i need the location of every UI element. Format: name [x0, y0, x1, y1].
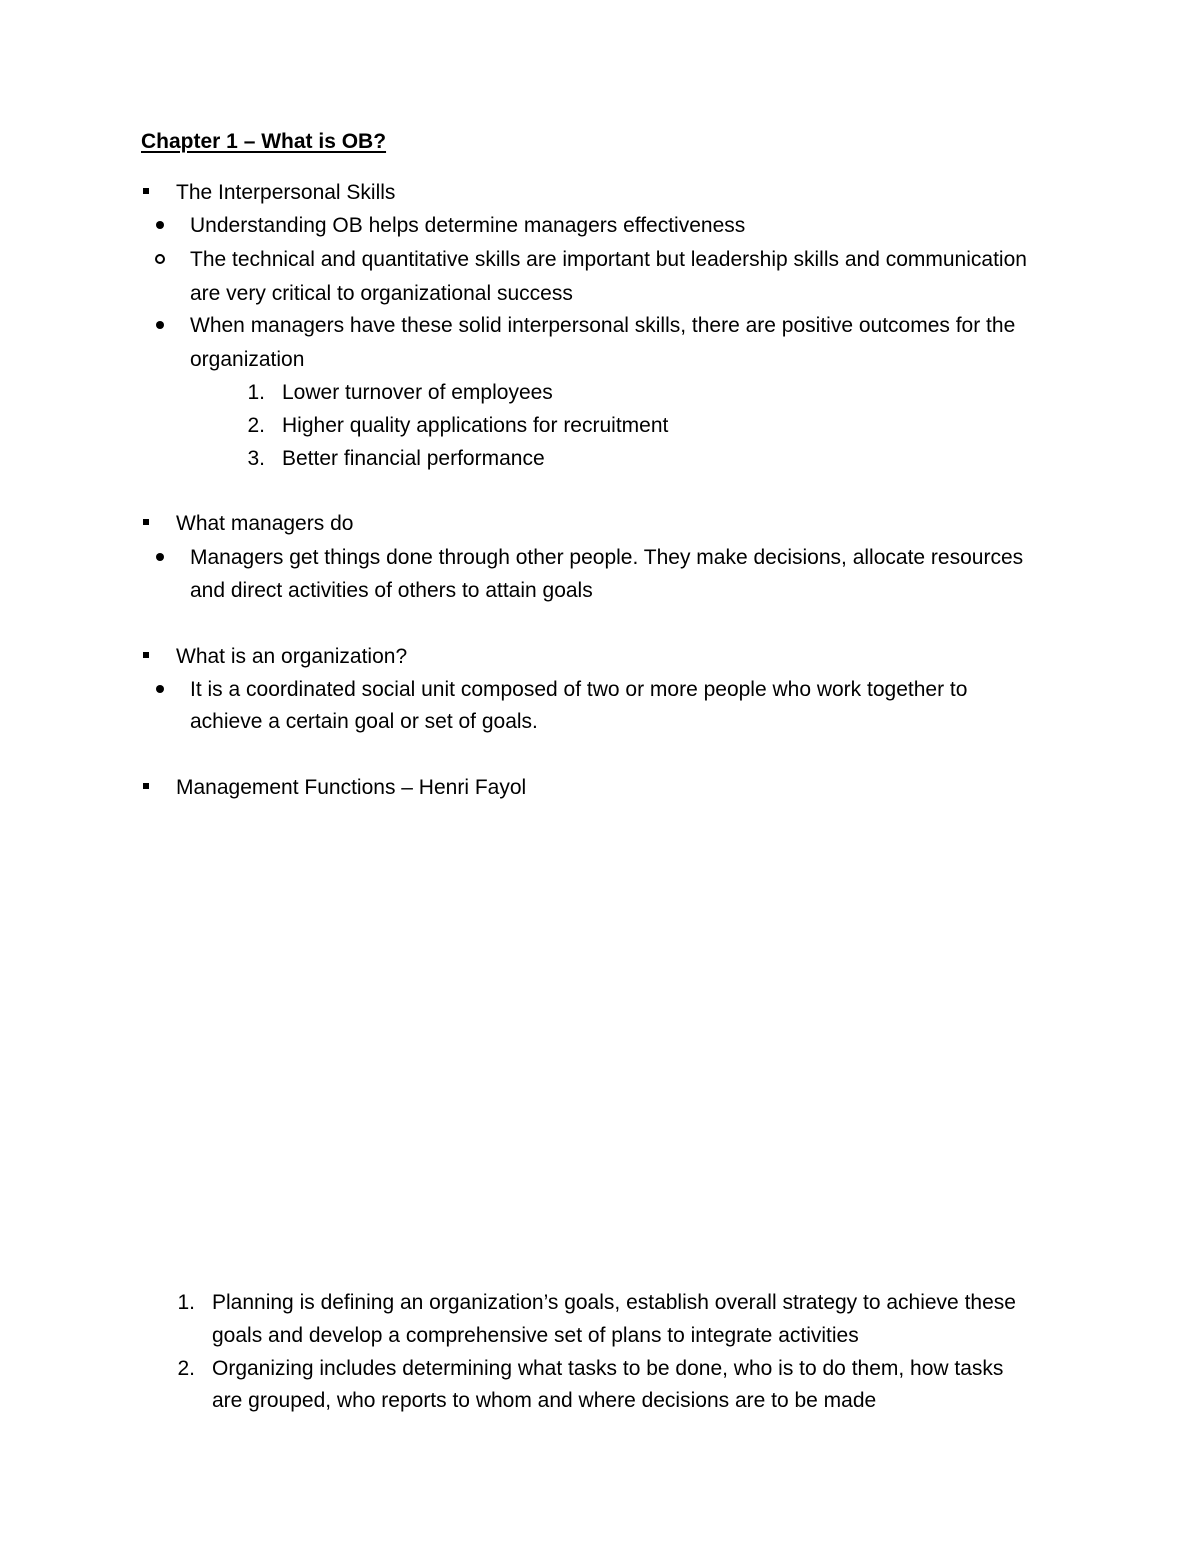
function-item-continued: goals and develop a comprehensive set of plans to integrate activities	[212, 1324, 859, 1347]
bullet-line-continued: organization	[190, 348, 305, 371]
dot-bullet-icon	[156, 221, 164, 229]
bullet-line: Managers get things done through other people. They make decisions, allocate resources	[190, 546, 1024, 569]
ring-bullet-icon	[155, 254, 165, 264]
bullet-line: When managers have these solid interpersonal skills, there are positive outcomes for the	[190, 314, 1016, 337]
list-number: 2.	[247, 414, 265, 437]
square-bullet-icon	[143, 783, 149, 789]
section-heading: Management Functions – Henri Fayol	[176, 776, 527, 799]
dot-bullet-icon	[156, 685, 164, 693]
list-number: 1.	[177, 1291, 195, 1314]
square-bullet-icon	[143, 188, 149, 194]
section-heading: The Interpersonal Skills	[176, 181, 396, 204]
section-heading: What is an organization?	[176, 645, 408, 668]
bullet-line: Understanding OB helps determine managers effectiveness	[190, 214, 746, 237]
numbered-item: Higher quality applications for recruitment	[282, 414, 669, 437]
square-bullet-icon	[143, 519, 149, 525]
chapter-title: Chapter 1 – What is OB?	[141, 130, 387, 153]
bullet-line: It is a coordinated social unit composed of two or more people who work together to	[190, 678, 968, 701]
section-heading: What managers do	[176, 512, 354, 535]
list-number: 1.	[247, 381, 265, 404]
dot-bullet-icon	[156, 553, 164, 561]
bullet-line: The technical and quantitative skills are important but leadership skills and communication	[190, 248, 1027, 271]
numbered-item: Lower turnover of employees	[282, 381, 553, 404]
square-bullet-icon	[143, 652, 149, 658]
function-item: Planning is defining an organization’s goals, establish overall strategy to achieve these	[212, 1291, 1016, 1314]
list-number: 3.	[247, 447, 265, 470]
bullet-line-continued: achieve a certain goal or set of goals.	[190, 710, 538, 733]
bullet-line-continued: and direct activities of others to attain goals	[190, 579, 593, 602]
function-item-continued: are grouped, who reports to whom and where decisions are to be made	[212, 1389, 877, 1412]
bullet-line-continued: are very critical to organizational success	[190, 282, 573, 305]
function-item: Organizing includes determining what tasks to be done, who is to do them, how tasks	[212, 1357, 1004, 1380]
numbered-item: Better financial performance	[282, 447, 545, 470]
dot-bullet-icon	[156, 321, 164, 329]
list-number: 2.	[177, 1357, 195, 1380]
